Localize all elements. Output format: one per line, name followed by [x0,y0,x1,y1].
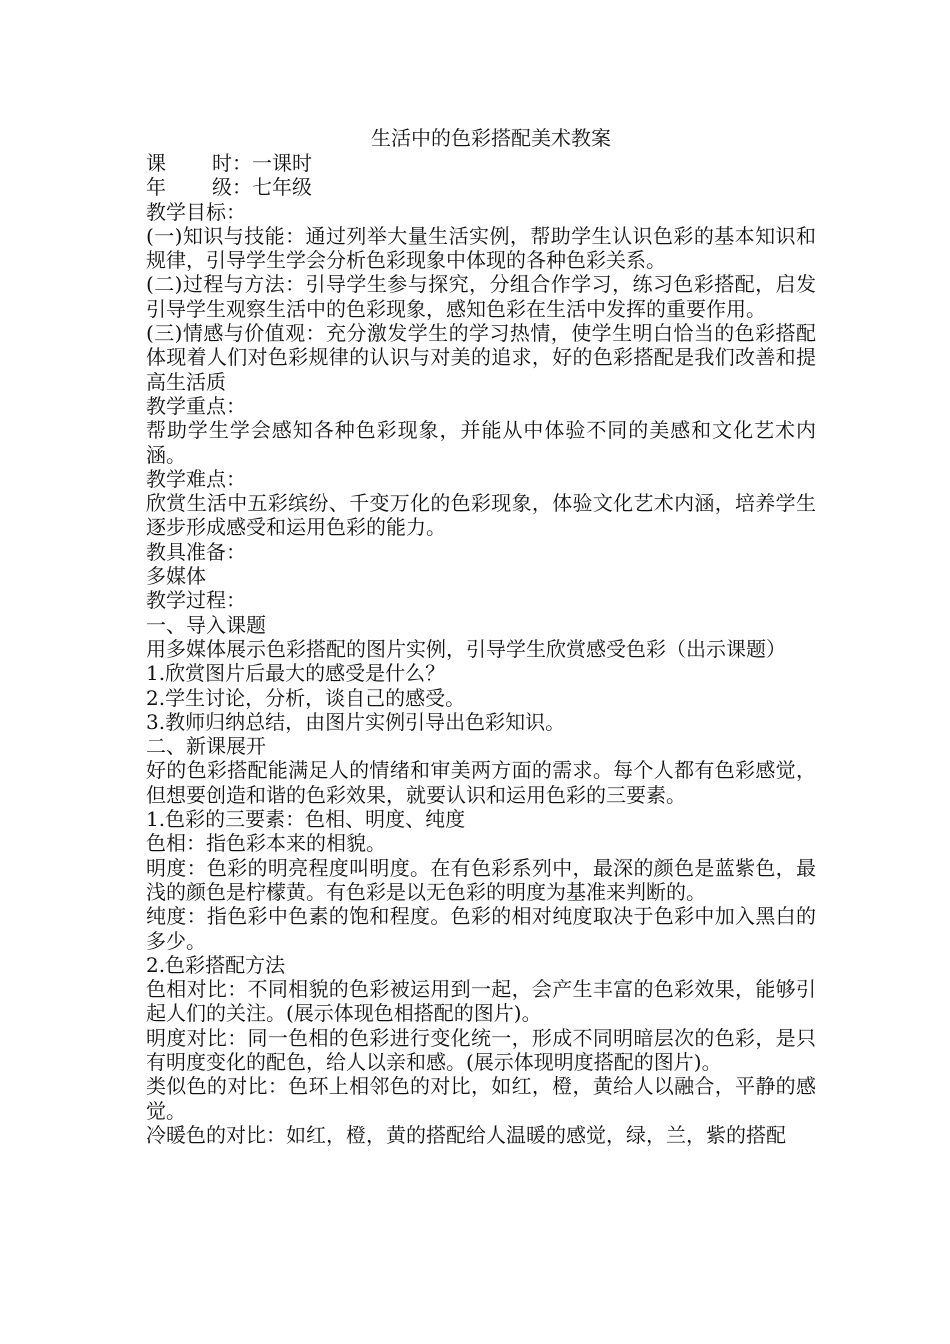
brightness-contrast-text: 明度对比：同一色相的色彩进行变化统一，形成不同明暗层次的色彩，是只有明度变化的配色，给人以亲和感。(展示体现明度搭配的图片)。 [146,1025,816,1074]
period-label-first: 课 [146,151,166,175]
document-title: 生活中的色彩搭配美术教案 [371,126,611,150]
objective-process: (二)过程与方法：引导学生参与探究，分组合作学习，练习色彩搭配，启发引导学生观察生活中的色彩现象，感知色彩在生活中发挥的重要作用。 [146,272,816,321]
intro-step-3: 3.教师归纳总结，由图片实例引导出色彩知识。 [146,709,566,734]
new-lesson-text: 好的色彩搭配能满足人的情绪和审美两方面的需求。每个人都有色彩感觉，但想要创造和谐的色彩效果，就要认识和运用色彩的三要素。 [146,758,816,807]
matching-methods-heading: 2.色彩搭配方法 [146,952,286,977]
heading-objectives: 教学目标： [146,199,246,224]
section-new-lesson-heading: 二、新课展开 [146,734,266,759]
difficulties-text: 欣赏生活中五彩缤纷、千变万化的色彩现象，体验文化艺术内涵，培养学生逐步形成感受和运用色彩的能力。 [146,491,816,540]
heading-process: 教学过程： [146,588,246,613]
three-elements-heading: 1.色彩的三要素：色相、明度、纯度 [146,807,466,832]
hue-contrast-text: 色相对比：不同相貌的色彩被运用到一起，会产生丰富的色彩效果，能够引起人们的关注。(展示体现色相搭配的图片)。 [146,977,816,1026]
hue-definition: 色相：指色彩本来的相貌。 [146,831,386,856]
objective-knowledge: (一)知识与技能：通过列举大量生活实例，帮助学生认识色彩的基本知识和规律，引导学生学会分析色彩现象中体现的各种色彩关系。 [146,223,816,273]
period-label-second: 时： [212,151,252,175]
intro-step-2: 2.学生讨论，分析，谈自己的感受。 [146,685,466,710]
meta-period [146,151,816,175]
meta-grade [146,175,816,199]
key-points-text: 帮助学生学会感知各种色彩现象，并能从中体验不同的美感和文化艺术内涵。 [146,418,816,467]
section-intro-heading: 一、导入课题 [146,612,266,637]
saturation-definition: 纯度：指色彩中色素的饱和程度。色彩的相对纯度取决于色彩中加入黑白的多少。 [146,904,816,953]
period-value: 一课时 [252,151,312,175]
heading-materials: 教具准备： [146,539,246,564]
warm-cool-contrast-text: 冷暖色的对比：如红，橙，黄的搭配给人温暖的感觉，绿，兰，紫的搭配 [146,1122,786,1147]
heading-difficulties: 教学难点： [146,466,246,491]
document-body [146,125,816,1147]
brightness-definition: 明度：色彩的明亮程度叫明度。在有色彩系列中，最深的颜色是蓝紫色，最浅的颜色是柠檬黄。有色彩是以无色彩的明度为基准来判断的。 [146,855,816,904]
section-intro-text: 用多媒体展示色彩搭配的图片实例，引导学生欣赏感受色彩（出示课题） [146,636,786,661]
similar-color-contrast-text: 类似色的对比：色环上相邻色的对比，如红，橙，黄给人以融合，平静的感觉。 [146,1074,816,1123]
grade-label-second: 级： [212,175,252,200]
grade-label-first: 年 [146,175,166,200]
grade-value: 七年级 [252,175,312,200]
intro-step-1: 1.欣赏图片后最大的感受是什么？ [146,661,446,686]
materials-text: 多媒体 [146,564,206,589]
objective-values: (三)情感与价值观：充分激发学生的学习热情，使学生明白恰当的色彩搭配体现着人们对色彩规律的认识与对美的追求，好的色彩搭配是我们改善和提高生活质 [146,321,816,394]
heading-key-points: 教学重点： [146,393,246,418]
